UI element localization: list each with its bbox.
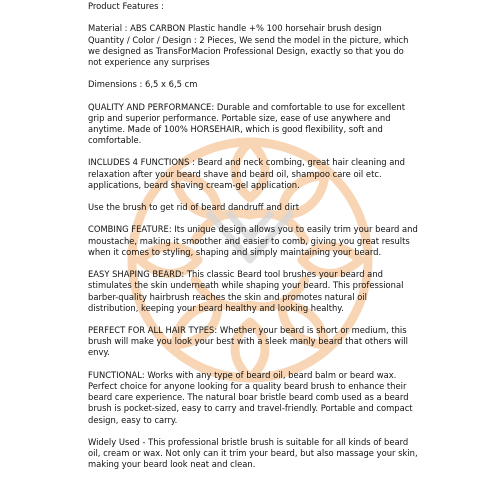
paragraph-dimensions: Dimensions : 6,5 x 6,5 cm [88, 79, 198, 90]
paragraph-dandruff: Use the brush to get rid of beard dandruff and dirt [88, 202, 300, 213]
paragraph-functions: INCLUDES 4 FUNCTIONS : Beard and neck combing, great hair cleaning and relaxation after your beard shave and beard oil, shampoo care oil etc. applications, beard shaving cream-gel application. [88, 157, 405, 190]
paragraph-widely-used: Widely Used - This professional bristle brush is suitable for all kinds of beard oil, cream or wax. Not only can it trim your beard, but also massage your skin, making your beard look neat and clean. [88, 436, 418, 470]
paragraph-quality: QUALITY AND PERFORMANCE: Durable and comfortable to use for excellent grip and superior performance. Portable size, ease of use anywhere and anytime. Made of 100% HORSEHAIR, which is good flexibility, soft and comfortable. [88, 101, 406, 146]
paragraph-hair-types: PERFECT FOR ALL HAIR TYPES: Whether your beard is short or medium, this brush will make you look your best with a sleek manly beard that others will envy. [88, 325, 408, 358]
page-title: Product Features : [88, 1, 164, 11]
paragraph-combing: COMBING FEATURE: Its unique design allows you to easily trim your beard and moustache, making it smoother and easier to comb, giving you great results when it comes to styling, shaping and simply maintaining your beard. [88, 224, 418, 257]
paragraph-shaping: EASY SHAPING BEARD: This classic Beard tool brushes your beard and stimulates the skin underneath while shaping your beard. This professional barber-quality hairbrush reaches the skin and promotes natural oil distribution, keeping your beard healthy and looking healthy. [88, 269, 404, 313]
paragraph-material: Material : ABS CARBON Plastic handle +% 100 horsehair brush design Quantity / Color / Design : 2 Pieces, We send the model in the picture, which we designed as TransForMacion Professional Design, exactly so that you do not experience any surprises [88, 23, 409, 67]
product-features-document [88, 1, 418, 482]
paragraph-functional: FUNCTIONAL: Works with any type of beard oil, beard balm or beard wax. Perfect choice for anyone looking for a quality beard brush to enhance their beard care experience. The natural boar bristle beard comb used as a beard brush is pocket-sized, easy to carry and travel-friendly. Portable and compact design, easy to carry. [88, 369, 413, 425]
